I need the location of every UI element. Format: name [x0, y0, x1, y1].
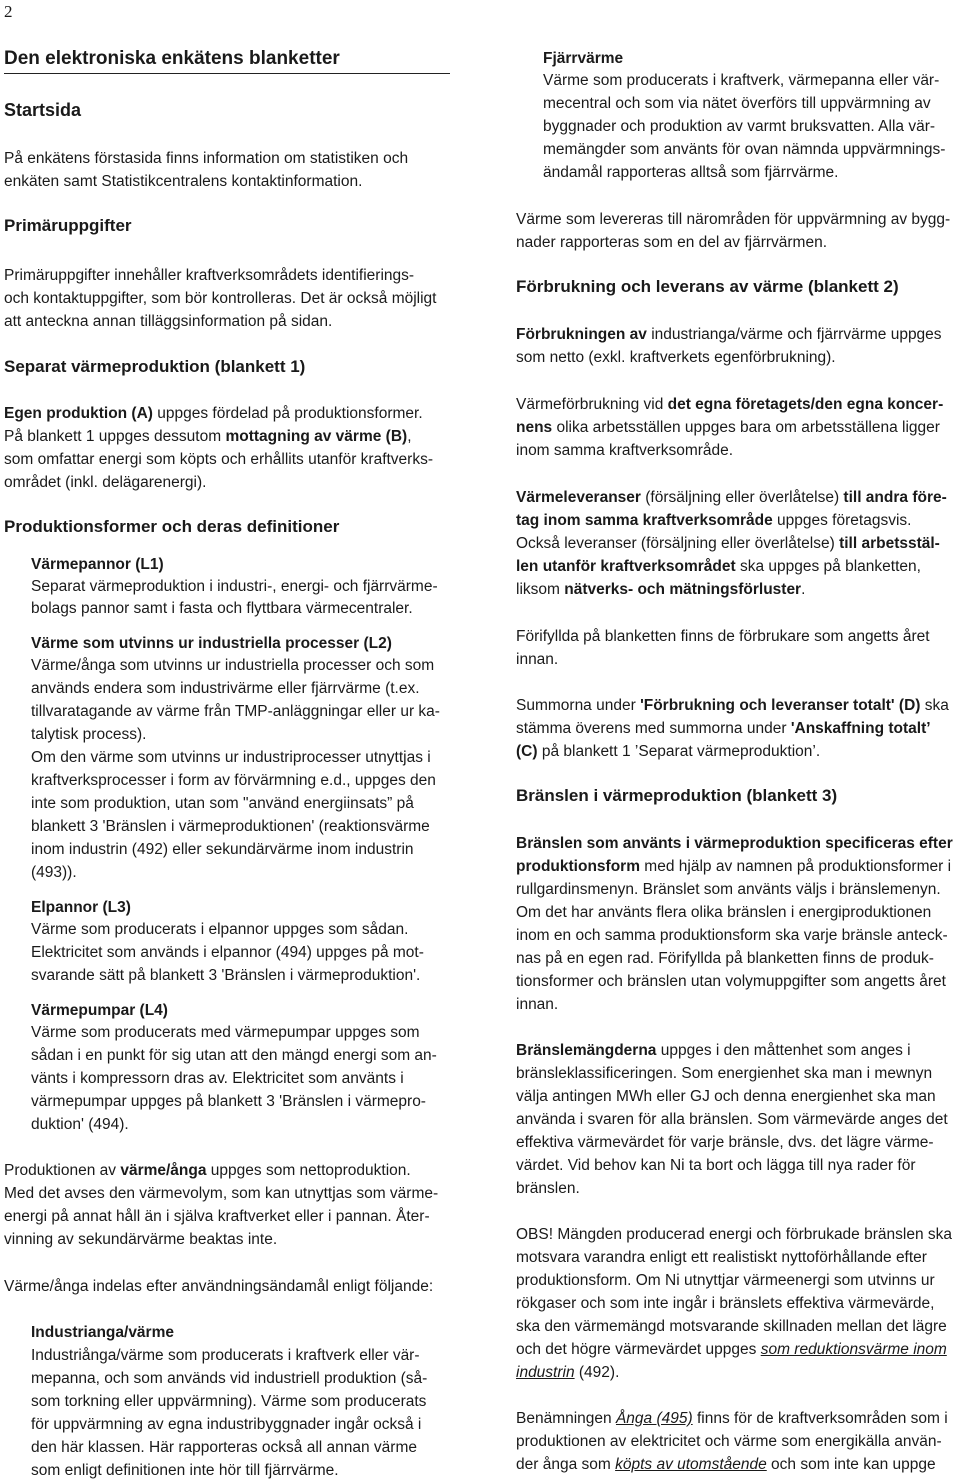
document-title: Den elektroniska enkätens blanketter: [4, 48, 340, 69]
l2-line-6: kraftverksprocesser i form av förvärmning e.d., uppges den: [31, 772, 436, 789]
bransl-p2-line-6: värdet. Vid behov kan Ni ta bort och lägga till nya rader för: [516, 1157, 916, 1174]
netto-line-1: [4, 1159, 448, 1182]
l3-line-1: Värme som producerats i elpannor uppges som sådan.: [31, 921, 409, 938]
bransl-p1-line-2: [516, 855, 956, 878]
heading-separat: Separat värmeproduktion (blankett 1): [4, 357, 306, 376]
obs-line-4: rökgaser och som inte ingår i bränslets effektiva värmevärde,: [516, 1295, 935, 1312]
narom-line-2: nader rapporteras som en del av fjärrvärmen.: [516, 234, 828, 251]
fjarr-line-3: byggnader och produktion av varmt bruksvatten. Alla vär-: [543, 118, 936, 135]
egna-foretagets-term: det egna företagets/den egna koncer-: [667, 396, 944, 413]
forbrukning-totalt-term: 'Förbrukning och leveranser totalt' (D): [640, 697, 921, 714]
bransl-p1-line-1: Bränslen som använts i värmeproduktion specificeras efter: [516, 835, 953, 852]
forbr-p3-line-5: [516, 578, 956, 601]
heading-startsida: Startsida: [4, 100, 82, 120]
inom-samma-term: tag inom samma kraftverksområde: [516, 512, 773, 529]
branslemangderna-term: Bränslemängderna: [516, 1042, 657, 1059]
fjarr-line-4: memängder som använts för ovan nämnda uppvärmnings-: [543, 141, 946, 158]
industrin-link: industrin: [516, 1364, 575, 1381]
kopts-av-utomstaende-term: köpts av utomstående: [615, 1456, 767, 1473]
heading-primaruppgifter: Primäruppgifter: [4, 216, 132, 235]
forbr-p3-line-1: [516, 486, 956, 509]
anga-line-2: produktionen av elektricitet och värme som energikälla använ-: [516, 1433, 942, 1450]
industri-line-2: mepanna, och som används vid industriell produktion (så-: [31, 1370, 428, 1387]
narom-line-1: Värme som levereras till närområden för uppvärmning av bygg-: [516, 211, 951, 228]
c-term: (C): [516, 743, 538, 760]
separat-line-1: [4, 402, 448, 425]
forbr-p4-line-1: Förifyllda på blanketten finns de förbrukare som angetts året: [516, 628, 930, 645]
forbr-p2-text: Värmeförbrukning vid: [516, 396, 668, 413]
egen-produktion-term: Egen produktion (A): [4, 405, 153, 422]
l4-line-1: Värme som producerats med värmepumpar uppges som: [31, 1024, 420, 1041]
forbr-p5-line-1: [516, 694, 956, 717]
separat-line-2: [4, 425, 448, 448]
till-arbetsstallen-term: till arbetsstäl-: [839, 535, 940, 552]
bransl-p1-line-3: rullgardinsmenyn. Bränslet som använts väljs i bränslemenyn.: [516, 881, 941, 898]
l1-title: Värmepannor (L1): [31, 556, 164, 573]
anga-line-1-end: finns för de kraftverksområden som i: [692, 1410, 948, 1427]
l2-line-1: Värme/ånga som utvinns ur industriella processer och som: [31, 657, 435, 674]
forbr-p2-line-2: [516, 416, 956, 439]
bransl-p1-line-6: nas på en egen rad. Förifyllda på blanketten finns de produk-: [516, 950, 934, 967]
forbr-p4-line-2: innan.: [516, 651, 559, 668]
l2-line-8: blankett 3 'Bränslen i värmeproduktionen' (reaktionsvärme: [31, 818, 430, 835]
l2-line-3: tillvaratagande av värme från TMP-anläggningar eller ur ka-: [31, 703, 440, 720]
bransl-p2-line-4: använda i svaren för alla bränslen. Som värmevärde anges det: [516, 1111, 948, 1128]
bransl-p2-line-5: effektiva värmevärdet för varje bränsle, dvs. det lägre värme-: [516, 1134, 934, 1151]
l3-line-2: Elektricitet som används i elpannor (494) uppges på mot-: [31, 944, 424, 961]
l2-line-7: inte som produktion, utan som "använd energiinsats” på: [31, 795, 414, 812]
forbr-p3-line-2: [516, 509, 956, 532]
obs-line-2: motsvara varandra enligt ett realistiskt nyttoförhållande efter: [516, 1249, 927, 1266]
heading-produktionsformer: Produktionsformer och deras definitioner: [4, 517, 340, 536]
forbr-p1-text: industrianga/värme och fjärrvärme uppges: [646, 326, 942, 343]
utanfor-term: len utanför kraftverksområdet: [516, 558, 736, 575]
bransl-p1-line-5: inom en och samma produktionsform ska varje bränsle anteck-: [516, 927, 948, 944]
bransl-p1-text: med hjälp av namnen på produktionsformer i: [640, 858, 952, 875]
reduktionsvarme-link: som reduktionsvärme inom: [760, 1341, 947, 1358]
primar-line-2: och kontaktuppgifter, som bör kontrolleras. Det är också möjligt: [4, 290, 437, 307]
forbr-p2-line-1: [516, 393, 956, 416]
industri-line-1: Industriånga/värme som producerats i kraftverk eller vär-: [31, 1347, 420, 1364]
l2-line-5: Om den värme som utvinns ur industriprocesser utnyttjas i: [31, 749, 431, 766]
separat-line-2-end: ,: [407, 428, 412, 445]
forbr-p3-text-1: (försäljning eller överlåtelse): [640, 489, 844, 506]
anga-line-1-text: Benämningen: [516, 1410, 616, 1427]
page-number: 2: [4, 2, 13, 21]
anskaffning-term: 'Anskaffning totalt’: [790, 720, 931, 737]
bransl-p2-text: uppges i den måttenhet som anges i: [656, 1042, 911, 1059]
forbr-p2-text-2: olika arbetsställen uppges bara om arbetsställena ligger: [552, 419, 940, 436]
bransl-p2-line-7: bränslen.: [516, 1180, 580, 1197]
anga-495-term: Ånga (495): [615, 1410, 693, 1427]
forbr-p3-text-6: .: [801, 581, 806, 598]
varmeleveranser-term: Värmeleveranser: [516, 489, 641, 506]
forbr-p5-text-1: Summorna under: [516, 697, 641, 714]
forbr-p1-line-2: som netto (exkl. kraftverkets egenförbrukning).: [516, 349, 836, 366]
nens-term: nens: [516, 419, 553, 436]
l4-line-4: värmepumpar uppges på blankett 3 'Bränslen i värmepro-: [31, 1093, 426, 1110]
anga-line-3-text: der ånga som: [516, 1456, 616, 1473]
natverk-term: nätverks- och mätningsförluster: [564, 581, 802, 598]
anga-line-3-end: och som inte kan uppge: [766, 1456, 936, 1473]
startsida-line-2: enkäten samt Statistikcentralens kontaktinformation.: [4, 173, 363, 190]
forbr-p3-line-4: [516, 555, 956, 578]
produktionsform-term: produktionsform: [516, 858, 640, 875]
obs-line-6: [516, 1338, 956, 1361]
bransl-p1-line-8: innan.: [516, 996, 559, 1013]
forbr-p3-text-3: Också leveranser (försäljning eller överlåtelse): [516, 535, 840, 552]
l4-line-5: duktion' (494).: [31, 1116, 129, 1133]
primar-line-1: Primäruppgifter innehåller kraftverksområdets identifierings-: [4, 267, 415, 284]
l1-line-2: bolags pannor samt i fasta och flyttbara värmecentraler.: [31, 600, 413, 617]
obs-line-7: [516, 1361, 956, 1384]
fjarr-line-1: Värme som producerats i kraftverk, värmepanna eller vär-: [543, 72, 940, 89]
fjarr-line-2: mecentral och som via nätet överförs till uppvärmning av: [543, 95, 931, 112]
mottagning-term: mottagning av värme (B): [225, 428, 408, 445]
forbr-p5-text-2: ska: [920, 697, 949, 714]
varme-anga-term: värme/ånga: [120, 1162, 207, 1179]
title-rule: [4, 73, 450, 74]
industri-line-4: för uppvärmning av egna industribyggnader ingår också i: [31, 1416, 422, 1433]
l3-line-3: svarande sätt på blankett 3 'Bränslen i värmeproduktion'.: [31, 967, 421, 984]
fjarr-line-5: ändamål rapporteras alltså som fjärrvärme.: [543, 164, 839, 181]
l2-line-10: (493)).: [31, 864, 77, 881]
indelas-line: Värme/ånga indelas efter användningsändamål enligt följande:: [4, 1278, 434, 1295]
obs-line-3: produktionsform. Om Ni utnyttjar värmeenergi som utvinns ur: [516, 1272, 935, 1289]
netto-line-1-text: Produktionen av: [4, 1162, 121, 1179]
forbr-p3-text-4: ska uppges på blanketten,: [735, 558, 921, 575]
industri-line-3: som torkning eller uppvärmning). Värme som producerats: [31, 1393, 427, 1410]
forbr-p5-line-2: [516, 717, 956, 740]
netto-line-3: energi på annat håll än i själva kraftverket eller i pannan. Åter-: [4, 1208, 430, 1225]
forbrukningen-term: Förbrukningen av: [516, 326, 647, 343]
netto-line-4: vinning av sekundärvärme beaktas inte.: [4, 1231, 278, 1248]
obs-line-7-text: (492).: [574, 1364, 620, 1381]
l3-title: Elpannor (L3): [31, 899, 131, 916]
anga-line-3: [516, 1453, 956, 1476]
anga-line-1: [516, 1407, 956, 1430]
till-andra-term: till andra före-: [843, 489, 947, 506]
forbr-p3-text-5: liksom: [516, 581, 565, 598]
separat-line-3: som omfattar energi som köpts och erhållits utanför kraftverks-: [4, 451, 433, 468]
forbr-p5-text-4: på blankett 1 ’Separat värmeproduktion’.: [537, 743, 821, 760]
forbr-p2-line-3: inom samma kraftverksområde.: [516, 442, 734, 459]
obs-line-1: OBS! Mängden producerad energi och förbrukade bränslen ska: [516, 1226, 952, 1243]
l2-line-9: inom industrin (492) eller sekundärvärme inom industrin: [31, 841, 414, 858]
bransl-p2-line-2: bränsleklassificeringen. Som energienhet ska man i mewnyn: [516, 1065, 933, 1082]
fjarrvarme-title: Fjärrvärme: [543, 50, 624, 67]
l1-line-1: Separat värmeproduktion i industri-, energi- och fjärrvärme-: [31, 578, 438, 595]
forbr-p1-line-1: [516, 323, 956, 346]
l2-title: Värme som utvinns ur industriella processer (L2): [31, 635, 392, 652]
l2-line-2: används endera som industrivärme eller fjärrvärme (t.ex.: [31, 680, 420, 697]
industri-line-6: som enligt definitionen inte hör till fjärrvärme.: [31, 1462, 339, 1479]
primar-line-3: att anteckna annan tilläggsinformation på sidan.: [4, 313, 333, 330]
forbr-p3-text-2: uppges företagsvis.: [772, 512, 912, 529]
separat-line-2-text: På blankett 1 uppges dessutom: [4, 428, 226, 445]
industri-title: Industrianga/värme: [31, 1324, 174, 1341]
bransl-p1-line-7: tionsformer och bränslen utan volymuppgifter som angetts året: [516, 973, 946, 990]
l4-line-2: sådan i en punkt för sig utan att den mängd energi som an-: [31, 1047, 437, 1064]
industri-line-5: den här klassen. Här rapporteras också all annan värme: [31, 1439, 417, 1456]
bransl-p2-line-1: [516, 1039, 956, 1062]
l4-title: Värmepumpar (L4): [31, 1002, 168, 1019]
heading-forbrukning: Förbrukning och leverans av värme (blankett 2): [516, 277, 899, 296]
netto-line-2: Med det avses den värmevolym, som kan utnyttjas som värme-: [4, 1185, 439, 1202]
l4-line-3: vänts i kompressorn dras av. Elektricitet som använts i: [31, 1070, 404, 1087]
separat-line-1-text: uppges fördelad på produktionsformer.: [152, 405, 423, 422]
separat-line-4: området (inkl. delägarenergi).: [4, 474, 207, 491]
heading-branslen: Bränslen i värmeproduktion (blankett 3): [516, 786, 838, 805]
obs-line-5: ska den värmemängd motsvarande skillnaden mellan det lägre: [516, 1318, 947, 1335]
forbr-p3-line-3: [516, 532, 956, 555]
forbr-p5-line-3: [516, 740, 956, 763]
obs-line-6-text: och det högre värmevärdet uppges: [516, 1341, 761, 1358]
startsida-line-1: På enkätens förstasida finns information om statistiken och: [4, 150, 409, 167]
forbr-p5-text-3: stämma överens med summorna under: [516, 720, 791, 737]
l2-line-4: talytisk process).: [31, 726, 147, 743]
bransl-p1-line-4: Om det har använts flera olika bränslen i energiproduktionen: [516, 904, 932, 921]
netto-line-1-end: uppges som nettoproduktion.: [206, 1162, 411, 1179]
bransl-p2-line-3: välja antingen MWh eller GJ och denna energienhet ska man: [516, 1088, 936, 1105]
